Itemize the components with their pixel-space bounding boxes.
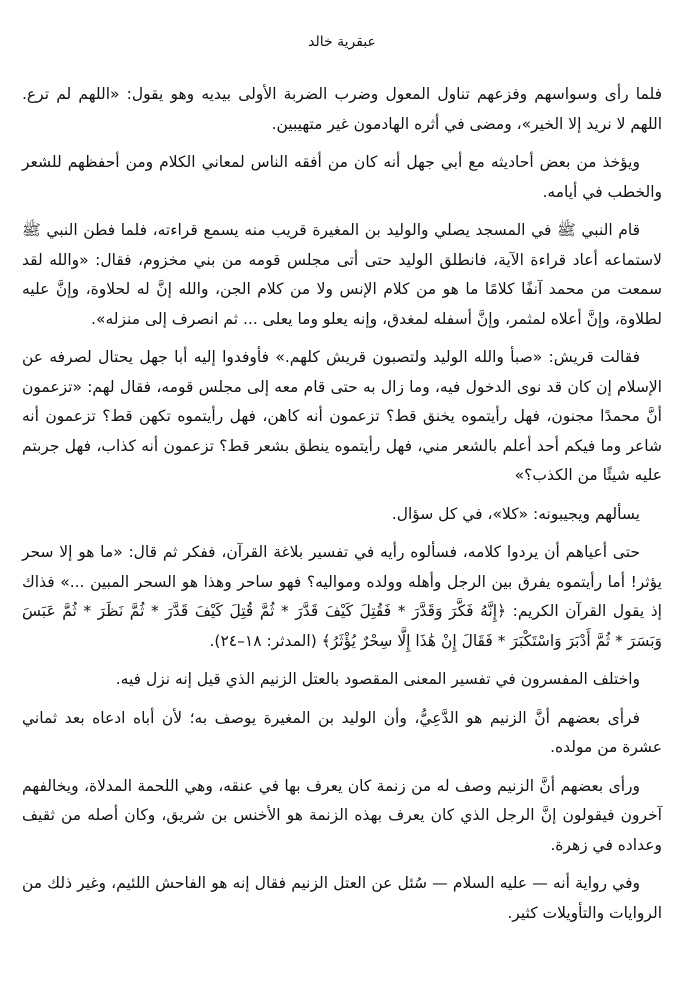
- paragraph-3: قام النبي ﷺ في المسجد يصلي والوليد بن المغيرة قريب منه يسمع قراءته، فلما فطن النبي ﷺ لاستماعه أعاد قراءة الآية، فانطلق الوليد حتى أتى مجلس قومه من بني مخزوم، فقال: «والله لقد سمعت من محمد آنفًا كلامًا ما هو من كلام الإنس ولا من كلام الجن، والله إنَّ له لحلاوة، وإنَّ عليه لطلاوة، وإنَّ أعلاه لمثمر، وإنَّ أسفله لمغدق، وإنه يعلو وما يعلى ... ثم انصرف إلى منزله».: [22, 221, 662, 328]
- running-title: عبقرية خالد: [308, 34, 376, 50]
- body-text: [22, 80, 662, 928]
- paragraph-2: ويؤخذ من بعض أحاديثه مع أبي جهل أنه كان من أفقه الناس لمعاني الكلام ومن أحفظهم للشعر والخطب في أيامه.: [22, 153, 662, 201]
- paragraph-8: فرأى بعضهم أنَّ الزنيم هو الدَّعِيُّ، وأن الوليد بن المغيرة يوصف به؛ لأن أباه ادعاه بعد ثماني عشرة من مولده.: [22, 708, 662, 756]
- paragraph-7: واختلف المفسرون في تفسير المعنى المقصود بالعتل الزنيم الذي قيل إنه نزل فيه.: [115, 670, 640, 688]
- paragraph-9: ورأى بعضهم أنَّ الزنيم وصف له من زنمة كان يعرف بها في عنقه، وهي اللحمة المدلاة، ويخالفهم آخرون فيقولون إنَّ الرجل الذي كان يعرف بهذه الزنمة هو الأخنس بن شريق، وكان أصله من ثقيف وعداده في زهرة.: [22, 776, 662, 854]
- paragraph-5: يسألهم ويجيبونه: «كلا»، في كل سؤال.: [391, 504, 640, 523]
- paragraph-6: حتى أعياهم أن يردوا كلامه، فسألوه رأيه في تفسير بلاغة القرآن، ففكر ثم قال: «ما هو إلا سحر يؤثر! أما رأيتموه يفرق بين الرجل وأهله وولده ومواليه؟ فهو ساحر وهذا هو السحر المبين ...» فذاك إذ يقول القرآن الكريم: ﴿إِنَّهُ فَكَّرَ وَقَدَّرَ * فَقُتِلَ كَيْفَ قَدَّرَ * ثُمَّ قُتِلَ كَيْفَ قَدَّرَ * ثُمَّ نَظَرَ * ثُمَّ عَبَسَ وَبَسَرَ * ثُمَّ أَدْبَرَ وَاسْتَكْبَرَ * فَقَالَ إِنْ هَٰذَا إِلَّا سِحْرٌ يُؤْثَرُ﴾ (المدثر: ١٨–٢٤).: [22, 543, 662, 650]
- paragraph-4: فقالت قريش: «صبأ والله الوليد ولتصبون قريش كلهم.» فأوفدوا إليه أبا جهل يحتال لصرفه عن الإسلام إن كان قد نوى الدخول فيه، وما زال به حتى قام معه إلى مجلس قومه، فقال لهم: «تزعمون أنَّ محمدًا مجنون، فهل رأيتموه يخنق قط؟ تزعمون أنه كاهن، فهل رأيتموه تكهن قط؟ تزعمون أنه شاعر وما فيكم أحد أعلم بالشعر مني، فهل رأيتموه ينطق بشعر قط؟ تزعمون أنه كذاب، فهل جربتم عليه شيئًا من الكذب؟»: [22, 348, 662, 484]
- paragraph-1: فلما رأى وسواسهم وفزعهم تناول المعول وضرب الضربة الأولى بيديه وهو يقول: «اللهم لم ترع. اللهم لا نريد إلا الخير»، ومضى في أثره الهادمون غير متهيبين.: [22, 85, 662, 133]
- paragraph-10: وفي رواية أنه — عليه السلام — سُئل عن العتل الزنيم فقال إنه هو الفاحش اللئيم، وغير ذلك من الروايات والتأويلات كثير.: [22, 874, 662, 922]
